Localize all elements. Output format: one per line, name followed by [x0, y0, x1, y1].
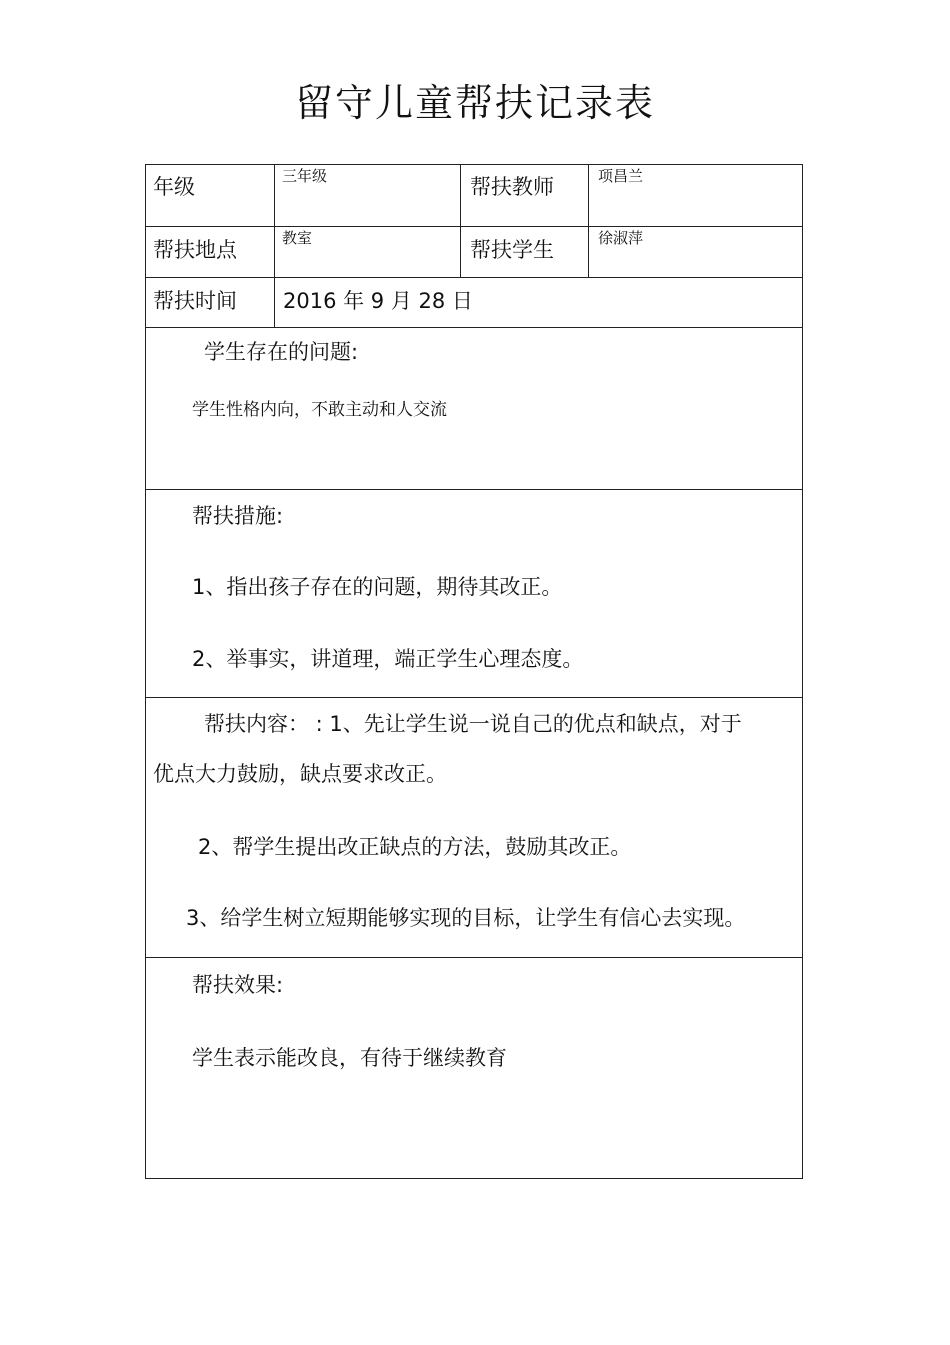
content-line-1: 帮扶内容： : 1、先让学生说一说自己的优点和缺点，对于 — [204, 712, 742, 736]
measures-heading: 帮扶措施: — [192, 504, 284, 528]
measure-item-2: 2、举事实，讲道理，端正学生心理态度。 — [192, 647, 584, 671]
record-table — [145, 164, 803, 1179]
location-value: 教室 — [282, 229, 313, 247]
row-divider — [146, 957, 802, 958]
student-value: 徐淑萍 — [598, 229, 644, 247]
content-line-2: 优点大力鼓励，缺点要求改正。 — [153, 762, 447, 786]
teacher-value: 项昌兰 — [598, 167, 644, 185]
row-divider — [146, 327, 802, 328]
teacher-label: 帮扶教师 — [470, 175, 554, 199]
location-label: 帮扶地点 — [153, 238, 237, 262]
row-divider — [146, 226, 802, 227]
column-divider — [460, 165, 461, 277]
student-label: 帮扶学生 — [470, 238, 554, 262]
time-value: 2016 年 9 月 28 日 — [283, 289, 473, 313]
effect-text: 学生表示能改良，有待于继续教育 — [192, 1046, 507, 1070]
measure-item-1: 1、指出孩子存在的问题，期待其改正。 — [192, 575, 563, 599]
column-divider — [588, 165, 589, 277]
effect-heading: 帮扶效果: — [192, 973, 284, 997]
page-title: 留守儿童帮扶记录表 — [294, 81, 655, 125]
content-item-2: 2、帮学生提出改正缺点的方法，鼓励其改正。 — [198, 835, 632, 859]
grade-label: 年级 — [153, 175, 195, 199]
column-divider — [274, 165, 275, 327]
content-item-3: 3、给学生树立短期能够实现的目标，让学生有信心去实现。 — [186, 906, 746, 930]
row-divider — [146, 489, 802, 490]
row-divider — [146, 697, 802, 698]
grade-value: 三年级 — [282, 167, 328, 185]
time-label: 帮扶时间 — [153, 289, 237, 313]
problems-heading: 学生存在的问题: — [204, 340, 359, 364]
row-divider — [146, 277, 802, 278]
problems-text: 学生性格内向，不敢主动和人交流 — [192, 400, 447, 420]
